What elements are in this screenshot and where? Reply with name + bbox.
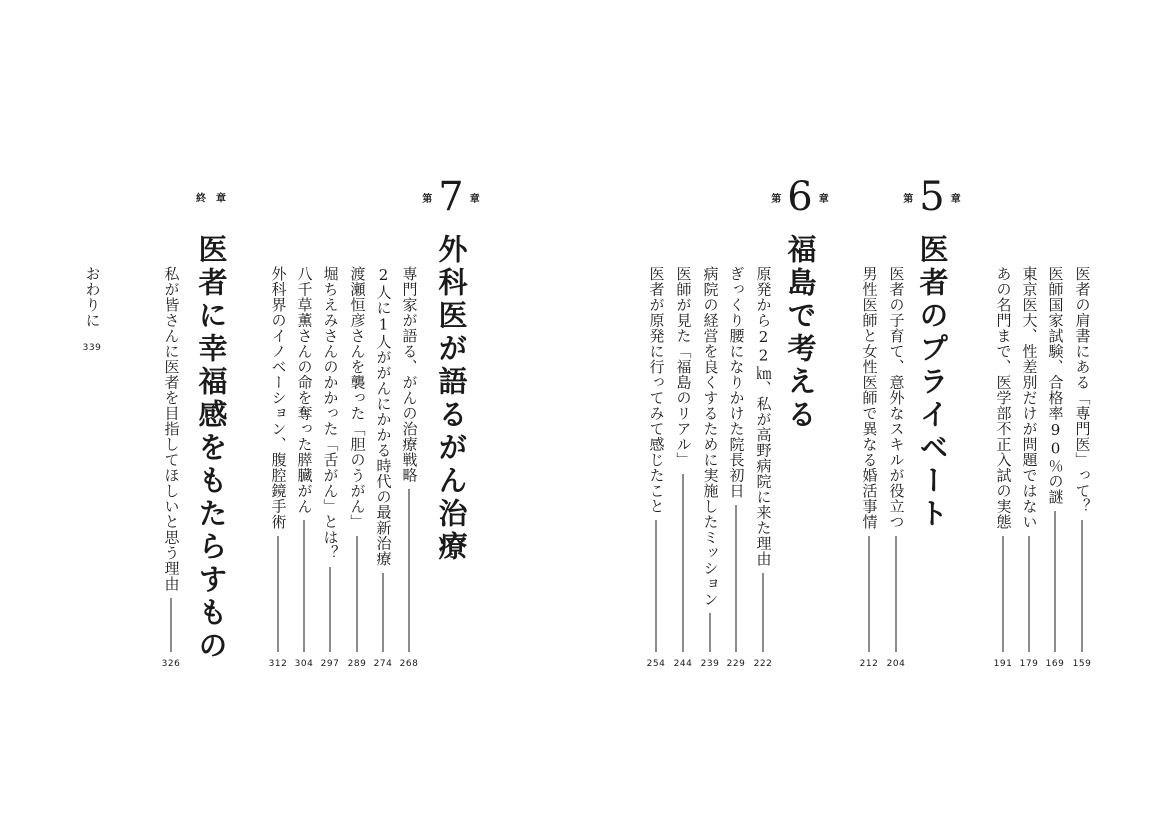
- chapter-title: 外科医が語るがん治療: [434, 234, 469, 564]
- page-number: 204: [886, 659, 906, 669]
- leader-line: [1003, 536, 1004, 652]
- leader-line: [896, 536, 897, 652]
- toc-entry[interactable]: 八千草薫さんの命を奪った膵臓がん: [295, 266, 314, 514]
- page-number: 179: [1019, 659, 1039, 669]
- toc-entry[interactable]: 病院の経営を良くするために実施したミッション: [701, 266, 720, 607]
- page-number: 222: [753, 659, 773, 669]
- page-number: 274: [373, 659, 393, 669]
- toc-entry[interactable]: 東京医大、性差別だけが問題ではない: [1020, 266, 1039, 530]
- chapter-header: [196, 190, 226, 205]
- leader-line: [330, 567, 331, 652]
- page-number: 297: [320, 659, 340, 669]
- page-number: 326: [161, 659, 181, 669]
- chapter-suffix: 章: [216, 193, 226, 205]
- page-number: 244: [673, 659, 693, 669]
- toc-entry[interactable]: 渡瀬恒彦さんを襲った「胆のうがん」: [348, 266, 367, 530]
- chapter-number: 5: [919, 174, 945, 220]
- leader-line: [304, 520, 305, 652]
- chapter-title: 医者に幸福感をもたらすもの: [194, 234, 229, 663]
- chapter-header: [771, 174, 829, 220]
- toc-entry[interactable]: 専門家が語る、がんの治療戦略: [400, 266, 419, 483]
- page-number: 191: [993, 659, 1013, 669]
- toc-entry[interactable]: 2人に1人ががんにかかる時代の最新治療: [374, 266, 393, 567]
- toc-entry[interactable]: 医師が見た「福島のリアル」: [674, 266, 693, 468]
- chapter-suffix: 章: [469, 193, 480, 205]
- chapter-number: 6: [787, 174, 813, 220]
- leader-line: [736, 505, 737, 652]
- toc-entry[interactable]: あの名門まで、医学部不正入試の実態: [994, 266, 1013, 530]
- toc-entry[interactable]: 原発から22㎞、私が高野病院に来た理由: [754, 266, 773, 567]
- chapter-header: [422, 174, 480, 220]
- toc-entry[interactable]: 医者が原発に行ってみて感じたこと: [647, 266, 666, 514]
- leader-line: [1082, 520, 1083, 652]
- page-number: 169: [1045, 659, 1065, 669]
- chapter-suffix: 章: [818, 193, 829, 205]
- chapter-number: 7: [438, 174, 464, 220]
- page-number: 312: [268, 659, 288, 669]
- toc-entry[interactable]: 私が皆さんに医者を目指してほしいと思う理由: [162, 266, 181, 592]
- leader-line: [683, 474, 684, 652]
- page-number: 268: [399, 659, 419, 669]
- chapter-prefix: 終: [196, 193, 206, 205]
- toc-entry[interactable]: 堀ちえみさんのかかった「舌がん」とは？: [321, 266, 340, 561]
- chapter-prefix: 第: [771, 193, 782, 205]
- toc-entry[interactable]: ぎっくり腰になりかけた院長初日: [727, 266, 746, 499]
- chapter-prefix: 第: [422, 193, 433, 205]
- closing-entry[interactable]: おわりに: [83, 266, 102, 328]
- chapter-title: 医者のプライベート: [915, 234, 950, 531]
- toc-entry[interactable]: 医師国家試験、合格率90％の謎: [1046, 266, 1065, 505]
- page-number: 212: [859, 659, 879, 669]
- chapter-prefix: 第: [903, 193, 914, 205]
- page-number: 304: [294, 659, 314, 669]
- page-number: 159: [1072, 659, 1092, 669]
- chapter-title: 福島で考える: [783, 234, 818, 432]
- toc-entry[interactable]: 外科界のイノベーション、腹腔鏡手術: [269, 266, 288, 530]
- leader-line: [1029, 536, 1030, 652]
- leader-line: [383, 573, 384, 652]
- toc-entry[interactable]: 医者の肩書にある「専門医」って？: [1073, 266, 1092, 514]
- leader-line: [357, 536, 358, 652]
- leader-line: [171, 598, 172, 652]
- toc-entry[interactable]: 男性医師と女性医師で異なる婚活事情: [860, 266, 879, 530]
- page-number: 254: [646, 659, 666, 669]
- leader-line: [710, 613, 711, 652]
- closing-page-number: 339: [82, 343, 102, 353]
- chapter-suffix: 章: [950, 193, 961, 205]
- page-number: 229: [726, 659, 746, 669]
- chapter-header: [903, 174, 961, 220]
- page-number: 239: [700, 659, 720, 669]
- leader-line: [278, 536, 279, 652]
- leader-line: [763, 573, 764, 652]
- toc-entry[interactable]: 医者の子育て、意外なスキルが役立つ: [887, 266, 906, 530]
- leader-line: [656, 520, 657, 652]
- leader-line: [1055, 511, 1056, 652]
- leader-line: [869, 536, 870, 652]
- page-number: 289: [347, 659, 367, 669]
- leader-line: [409, 489, 410, 652]
